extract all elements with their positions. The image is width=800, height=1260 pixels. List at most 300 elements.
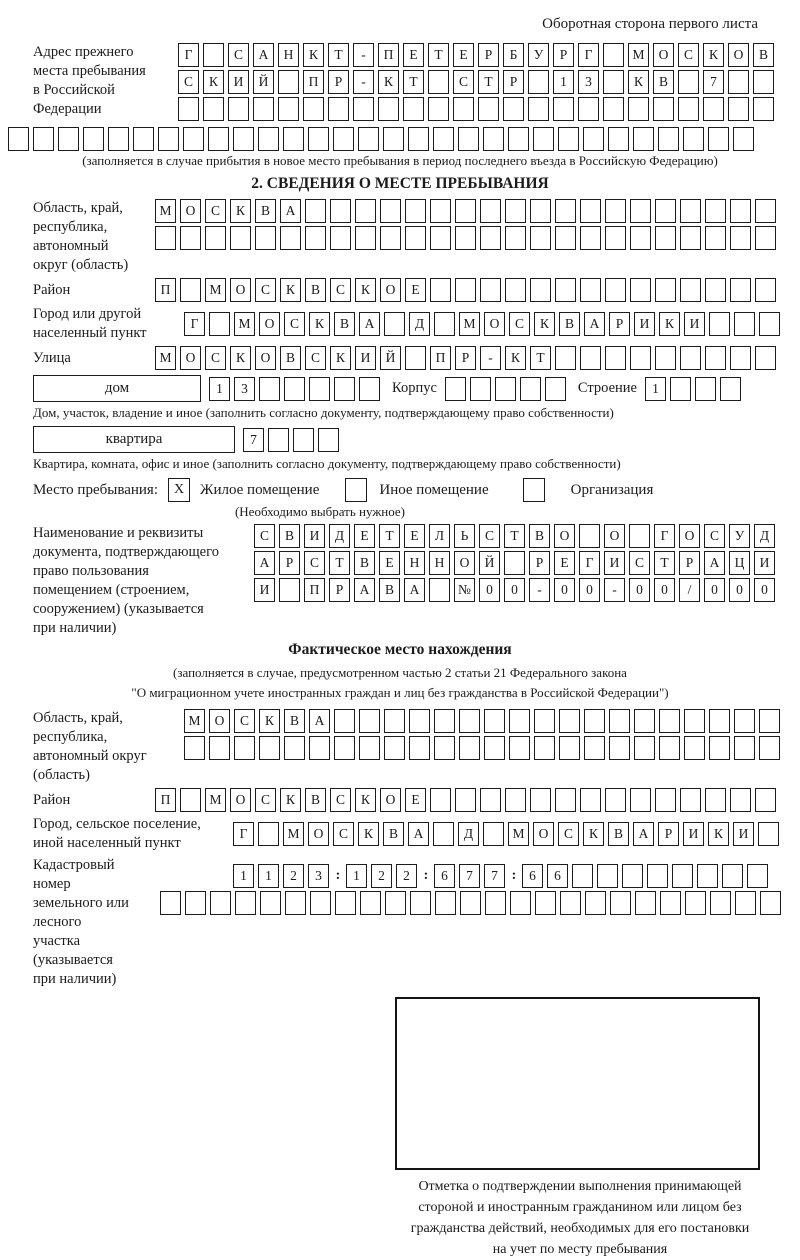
grid-cell[interactable] <box>605 226 626 250</box>
grid-cell[interactable] <box>428 70 449 94</box>
grid-cell[interactable]: М <box>155 199 176 223</box>
grid-cell[interactable] <box>209 312 230 336</box>
grid-cell[interactable]: О <box>380 788 401 812</box>
grid-cell[interactable]: Р <box>658 822 679 846</box>
grid-cell[interactable] <box>504 551 525 575</box>
grid-cell[interactable] <box>709 709 730 733</box>
grid-cell[interactable] <box>755 199 776 223</box>
grid-cell[interactable] <box>605 199 626 223</box>
grid-cell[interactable] <box>630 199 651 223</box>
grid-cell[interactable] <box>695 377 716 401</box>
grid-cell[interactable]: С <box>228 43 249 67</box>
grid-cell[interactable] <box>484 736 505 760</box>
grid-cell[interactable]: 0 <box>504 578 525 602</box>
grid-cell[interactable] <box>384 736 405 760</box>
grid-cell[interactable] <box>253 97 274 121</box>
grid-cell[interactable]: К <box>708 822 729 846</box>
grid-cell[interactable] <box>530 199 551 223</box>
grid-cell[interactable]: К <box>659 312 680 336</box>
grid-cell[interactable]: Й <box>380 346 401 370</box>
grid-cell[interactable] <box>755 278 776 302</box>
grid-cell[interactable] <box>108 127 129 151</box>
grid-cell[interactable] <box>683 127 704 151</box>
grid-cell[interactable] <box>318 428 339 452</box>
grid-cell[interactable] <box>733 127 754 151</box>
grid-cell[interactable] <box>258 822 279 846</box>
grid-cell[interactable] <box>759 709 780 733</box>
grid-cell[interactable]: К <box>628 70 649 94</box>
grid-cell[interactable]: Р <box>455 346 476 370</box>
grid-cell[interactable]: Р <box>679 551 700 575</box>
grid-cell[interactable] <box>279 578 300 602</box>
grid-cell[interactable] <box>155 226 176 250</box>
grid-cell[interactable] <box>630 226 651 250</box>
grid-cell[interactable] <box>520 377 541 401</box>
grid-cell[interactable] <box>430 788 451 812</box>
grid-cell[interactable]: В <box>284 709 305 733</box>
grid-cell[interactable] <box>655 199 676 223</box>
grid-cell[interactable] <box>203 97 224 121</box>
grid-cell[interactable]: 7 <box>243 428 264 452</box>
grid-cell[interactable]: О <box>728 43 749 67</box>
grid-cell[interactable] <box>359 377 380 401</box>
grid-cell[interactable] <box>534 709 555 733</box>
grid-cell[interactable] <box>434 312 455 336</box>
grid-cell[interactable] <box>455 226 476 250</box>
grid-cell[interactable]: Р <box>553 43 574 67</box>
grid-cell[interactable] <box>478 97 499 121</box>
grid-cell[interactable] <box>433 822 454 846</box>
grid-cell[interactable]: 2 <box>371 864 392 888</box>
grid-cell[interactable]: Л <box>429 524 450 548</box>
grid-cell[interactable]: 1 <box>258 864 279 888</box>
grid-cell[interactable] <box>480 199 501 223</box>
grid-cell[interactable] <box>603 43 624 67</box>
grid-cell[interactable] <box>609 736 630 760</box>
grid-cell[interactable] <box>655 226 676 250</box>
grid-cell[interactable]: М <box>283 822 304 846</box>
grid-cell[interactable] <box>434 736 455 760</box>
grid-cell[interactable]: Т <box>379 524 400 548</box>
grid-cell[interactable]: Р <box>279 551 300 575</box>
grid-cell[interactable] <box>284 377 305 401</box>
grid-cell[interactable]: / <box>679 578 700 602</box>
grid-cell[interactable] <box>709 736 730 760</box>
grid-cell[interactable]: Й <box>479 551 500 575</box>
grid-cell[interactable]: О <box>380 278 401 302</box>
grid-cell[interactable] <box>753 97 774 121</box>
grid-cell[interactable] <box>383 127 404 151</box>
grid-cell[interactable] <box>259 377 280 401</box>
grid-cell[interactable] <box>728 70 749 94</box>
grid-cell[interactable]: П <box>378 43 399 67</box>
grid-cell[interactable]: О <box>604 524 625 548</box>
grid-cell[interactable] <box>535 891 556 915</box>
grid-cell[interactable]: А <box>354 578 375 602</box>
grid-cell[interactable] <box>353 97 374 121</box>
grid-cell[interactable] <box>460 891 481 915</box>
grid-cell[interactable]: Т <box>504 524 525 548</box>
grid-cell[interactable]: Д <box>329 524 350 548</box>
grid-cell[interactable]: А <box>408 822 429 846</box>
grid-cell[interactable] <box>747 864 768 888</box>
grid-cell[interactable]: О <box>209 709 230 733</box>
grid-cell[interactable]: С <box>509 312 530 336</box>
grid-cell[interactable] <box>709 312 730 336</box>
grid-cell[interactable] <box>585 891 606 915</box>
grid-cell[interactable]: К <box>703 43 724 67</box>
grid-cell[interactable]: Р <box>609 312 630 336</box>
grid-cell[interactable]: К <box>309 312 330 336</box>
grid-cell[interactable] <box>210 891 231 915</box>
grid-cell[interactable]: К <box>230 346 251 370</box>
grid-cell[interactable]: И <box>684 312 705 336</box>
grid-cell[interactable] <box>580 788 601 812</box>
grid-cell[interactable] <box>755 226 776 250</box>
grid-cell[interactable]: В <box>753 43 774 67</box>
grid-cell[interactable] <box>578 97 599 121</box>
grid-cell[interactable]: 6 <box>547 864 568 888</box>
grid-cell[interactable] <box>445 377 466 401</box>
grid-cell[interactable]: И <box>254 578 275 602</box>
grid-cell[interactable] <box>678 70 699 94</box>
grid-cell[interactable]: Г <box>579 551 600 575</box>
grid-cell[interactable] <box>228 97 249 121</box>
grid-cell[interactable]: Р <box>329 578 350 602</box>
grid-cell[interactable] <box>258 127 279 151</box>
grid-cell[interactable] <box>359 709 380 733</box>
grid-cell[interactable] <box>185 891 206 915</box>
grid-cell[interactable]: С <box>284 312 305 336</box>
grid-cell[interactable] <box>455 278 476 302</box>
grid-cell[interactable]: О <box>653 43 674 67</box>
grid-cell[interactable]: К <box>330 346 351 370</box>
grid-cell[interactable] <box>530 278 551 302</box>
grid-cell[interactable]: К <box>230 199 251 223</box>
grid-cell[interactable]: А <box>280 199 301 223</box>
grid-cell[interactable] <box>405 226 426 250</box>
grid-cell[interactable] <box>635 891 656 915</box>
grid-cell[interactable]: Д <box>458 822 479 846</box>
grid-cell[interactable] <box>509 709 530 733</box>
grid-cell[interactable]: 7 <box>459 864 480 888</box>
grid-cell[interactable]: С <box>255 788 276 812</box>
grid-cell[interactable] <box>178 97 199 121</box>
grid-cell[interactable] <box>485 891 506 915</box>
grid-cell[interactable] <box>545 377 566 401</box>
grid-cell[interactable] <box>360 891 381 915</box>
grid-cell[interactable] <box>330 199 351 223</box>
grid-cell[interactable]: Г <box>184 312 205 336</box>
grid-cell[interactable]: С <box>479 524 500 548</box>
grid-cell[interactable] <box>605 278 626 302</box>
grid-cell[interactable]: С <box>178 70 199 94</box>
grid-cell[interactable]: П <box>155 788 176 812</box>
grid-cell[interactable] <box>285 891 306 915</box>
grid-cell[interactable] <box>634 709 655 733</box>
grid-cell[interactable] <box>559 736 580 760</box>
grid-cell[interactable]: О <box>255 346 276 370</box>
grid-cell[interactable] <box>459 709 480 733</box>
grid-cell[interactable]: 3 <box>578 70 599 94</box>
grid-cell[interactable]: С <box>330 278 351 302</box>
grid-cell[interactable]: 1 <box>346 864 367 888</box>
grid-cell[interactable]: К <box>358 822 379 846</box>
grid-cell[interactable]: 3 <box>234 377 255 401</box>
grid-cell[interactable]: Н <box>404 551 425 575</box>
grid-cell[interactable]: 2 <box>283 864 304 888</box>
grid-cell[interactable]: Г <box>578 43 599 67</box>
grid-cell[interactable]: В <box>529 524 550 548</box>
grid-cell[interactable] <box>603 70 624 94</box>
grid-cell[interactable] <box>530 226 551 250</box>
grid-cell[interactable] <box>584 736 605 760</box>
grid-cell[interactable] <box>430 226 451 250</box>
grid-cell[interactable]: Р <box>503 70 524 94</box>
grid-cell[interactable] <box>559 709 580 733</box>
grid-cell[interactable]: Е <box>404 524 425 548</box>
checkbox-organizatsiya[interactable] <box>523 478 545 502</box>
grid-cell[interactable] <box>83 127 104 151</box>
grid-cell[interactable] <box>610 891 631 915</box>
grid-cell[interactable] <box>359 736 380 760</box>
grid-cell[interactable]: О <box>533 822 554 846</box>
grid-cell[interactable]: С <box>330 788 351 812</box>
grid-cell[interactable]: К <box>280 278 301 302</box>
grid-cell[interactable] <box>180 278 201 302</box>
grid-cell[interactable] <box>672 864 693 888</box>
grid-cell[interactable]: И <box>754 551 775 575</box>
grid-cell[interactable] <box>730 788 751 812</box>
grid-cell[interactable]: В <box>255 199 276 223</box>
grid-cell[interactable]: И <box>304 524 325 548</box>
grid-cell[interactable] <box>629 524 650 548</box>
grid-cell[interactable]: В <box>334 312 355 336</box>
grid-cell[interactable]: Р <box>478 43 499 67</box>
grid-cell[interactable]: С <box>205 346 226 370</box>
grid-cell[interactable] <box>753 70 774 94</box>
grid-cell[interactable] <box>609 709 630 733</box>
grid-cell[interactable] <box>378 97 399 121</box>
grid-cell[interactable] <box>293 428 314 452</box>
grid-cell[interactable]: Е <box>453 43 474 67</box>
grid-cell[interactable]: П <box>303 70 324 94</box>
grid-cell[interactable]: А <box>253 43 274 67</box>
grid-cell[interactable] <box>133 127 154 151</box>
grid-cell[interactable] <box>203 43 224 67</box>
grid-cell[interactable] <box>653 97 674 121</box>
grid-cell[interactable] <box>605 788 626 812</box>
grid-cell[interactable] <box>335 891 356 915</box>
grid-cell[interactable]: - <box>480 346 501 370</box>
grid-cell[interactable] <box>234 736 255 760</box>
grid-cell[interactable] <box>622 864 643 888</box>
grid-cell[interactable]: И <box>733 822 754 846</box>
grid-cell[interactable] <box>405 199 426 223</box>
grid-cell[interactable] <box>435 891 456 915</box>
grid-cell[interactable] <box>655 788 676 812</box>
grid-cell[interactable] <box>255 226 276 250</box>
grid-cell[interactable]: М <box>508 822 529 846</box>
grid-cell[interactable] <box>209 736 230 760</box>
grid-cell[interactable]: К <box>280 788 301 812</box>
grid-cell[interactable] <box>434 709 455 733</box>
grid-cell[interactable]: - <box>353 70 374 94</box>
grid-cell[interactable]: Н <box>429 551 450 575</box>
grid-cell[interactable] <box>328 97 349 121</box>
grid-cell[interactable]: В <box>279 524 300 548</box>
grid-cell[interactable] <box>584 709 605 733</box>
grid-cell[interactable] <box>409 736 430 760</box>
grid-cell[interactable] <box>278 97 299 121</box>
grid-cell[interactable] <box>728 97 749 121</box>
grid-cell[interactable] <box>58 127 79 151</box>
grid-cell[interactable]: М <box>205 788 226 812</box>
grid-cell[interactable] <box>403 97 424 121</box>
grid-cell[interactable] <box>430 278 451 302</box>
grid-cell[interactable] <box>678 97 699 121</box>
grid-cell[interactable] <box>633 127 654 151</box>
grid-cell[interactable]: У <box>729 524 750 548</box>
grid-cell[interactable]: Т <box>403 70 424 94</box>
grid-cell[interactable] <box>205 226 226 250</box>
grid-cell[interactable]: В <box>653 70 674 94</box>
grid-cell[interactable]: С <box>255 278 276 302</box>
grid-cell[interactable]: С <box>704 524 725 548</box>
grid-cell[interactable]: Б <box>503 43 524 67</box>
grid-cell[interactable]: 0 <box>554 578 575 602</box>
grid-cell[interactable] <box>628 97 649 121</box>
grid-cell[interactable]: К <box>259 709 280 733</box>
grid-cell[interactable]: В <box>383 822 404 846</box>
grid-cell[interactable] <box>553 97 574 121</box>
grid-cell[interactable]: Г <box>178 43 199 67</box>
grid-cell[interactable]: С <box>453 70 474 94</box>
grid-cell[interactable] <box>455 788 476 812</box>
grid-cell[interactable]: С <box>304 551 325 575</box>
grid-cell[interactable] <box>555 226 576 250</box>
grid-cell[interactable]: О <box>484 312 505 336</box>
grid-cell[interactable] <box>458 127 479 151</box>
grid-cell[interactable] <box>755 788 776 812</box>
grid-cell[interactable] <box>608 127 629 151</box>
grid-cell[interactable] <box>658 127 679 151</box>
grid-cell[interactable]: Т <box>654 551 675 575</box>
grid-cell[interactable] <box>508 127 529 151</box>
checkbox-zhiloe[interactable]: X <box>168 478 190 502</box>
grid-cell[interactable]: Т <box>478 70 499 94</box>
grid-cell[interactable] <box>430 199 451 223</box>
grid-cell[interactable] <box>580 346 601 370</box>
grid-cell[interactable]: В <box>379 578 400 602</box>
grid-cell[interactable]: Ц <box>729 551 750 575</box>
grid-cell[interactable]: И <box>355 346 376 370</box>
grid-cell[interactable] <box>680 199 701 223</box>
grid-cell[interactable] <box>730 226 751 250</box>
grid-cell[interactable] <box>355 226 376 250</box>
grid-cell[interactable]: М <box>628 43 649 67</box>
grid-cell[interactable] <box>505 278 526 302</box>
grid-cell[interactable] <box>722 864 743 888</box>
grid-cell[interactable] <box>429 578 450 602</box>
grid-cell[interactable] <box>705 226 726 250</box>
grid-cell[interactable] <box>684 709 705 733</box>
grid-cell[interactable]: А <box>309 709 330 733</box>
grid-cell[interactable]: 6 <box>522 864 543 888</box>
grid-cell[interactable]: 0 <box>754 578 775 602</box>
grid-cell[interactable] <box>555 199 576 223</box>
grid-cell[interactable]: О <box>180 346 201 370</box>
grid-cell[interactable] <box>184 736 205 760</box>
grid-cell[interactable]: Т <box>329 551 350 575</box>
grid-cell[interactable]: - <box>529 578 550 602</box>
grid-cell[interactable]: Е <box>354 524 375 548</box>
grid-cell[interactable] <box>358 127 379 151</box>
grid-cell[interactable]: Й <box>253 70 274 94</box>
grid-cell[interactable] <box>410 891 431 915</box>
grid-cell[interactable] <box>684 736 705 760</box>
grid-cell[interactable] <box>480 278 501 302</box>
grid-cell[interactable]: Е <box>554 551 575 575</box>
grid-cell[interactable] <box>384 709 405 733</box>
grid-cell[interactable] <box>305 199 326 223</box>
grid-cell[interactable]: О <box>230 788 251 812</box>
grid-cell[interactable]: О <box>230 278 251 302</box>
grid-cell[interactable]: К <box>355 278 376 302</box>
grid-cell[interactable] <box>483 127 504 151</box>
grid-cell[interactable] <box>708 127 729 151</box>
grid-cell[interactable] <box>385 891 406 915</box>
grid-cell[interactable]: А <box>584 312 605 336</box>
grid-cell[interactable]: Д <box>754 524 775 548</box>
grid-cell[interactable] <box>268 428 289 452</box>
grid-cell[interactable] <box>503 97 524 121</box>
grid-cell[interactable] <box>284 736 305 760</box>
grid-cell[interactable]: М <box>234 312 255 336</box>
grid-cell[interactable]: 1 <box>645 377 666 401</box>
grid-cell[interactable] <box>183 127 204 151</box>
grid-cell[interactable] <box>303 97 324 121</box>
grid-cell[interactable] <box>333 127 354 151</box>
grid-cell[interactable] <box>283 127 304 151</box>
grid-cell[interactable] <box>495 377 516 401</box>
grid-cell[interactable] <box>555 278 576 302</box>
grid-cell[interactable] <box>580 199 601 223</box>
grid-cell[interactable]: 2 <box>396 864 417 888</box>
grid-cell[interactable] <box>505 788 526 812</box>
grid-cell[interactable]: Е <box>405 278 426 302</box>
grid-cell[interactable]: В <box>305 788 326 812</box>
grid-cell[interactable] <box>530 788 551 812</box>
grid-cell[interactable]: К <box>303 43 324 67</box>
grid-cell[interactable]: С <box>333 822 354 846</box>
grid-cell[interactable] <box>33 127 54 151</box>
grid-cell[interactable] <box>180 226 201 250</box>
grid-cell[interactable] <box>230 226 251 250</box>
grid-cell[interactable]: Е <box>379 551 400 575</box>
grid-cell[interactable]: О <box>180 199 201 223</box>
grid-cell[interactable]: С <box>305 346 326 370</box>
grid-cell[interactable] <box>580 278 601 302</box>
grid-cell[interactable]: И <box>604 551 625 575</box>
grid-cell[interactable] <box>630 346 651 370</box>
grid-cell[interactable] <box>509 736 530 760</box>
grid-cell[interactable]: Г <box>654 524 675 548</box>
grid-cell[interactable] <box>603 97 624 121</box>
grid-cell[interactable] <box>505 226 526 250</box>
grid-cell[interactable] <box>510 891 531 915</box>
grid-cell[interactable]: К <box>534 312 555 336</box>
